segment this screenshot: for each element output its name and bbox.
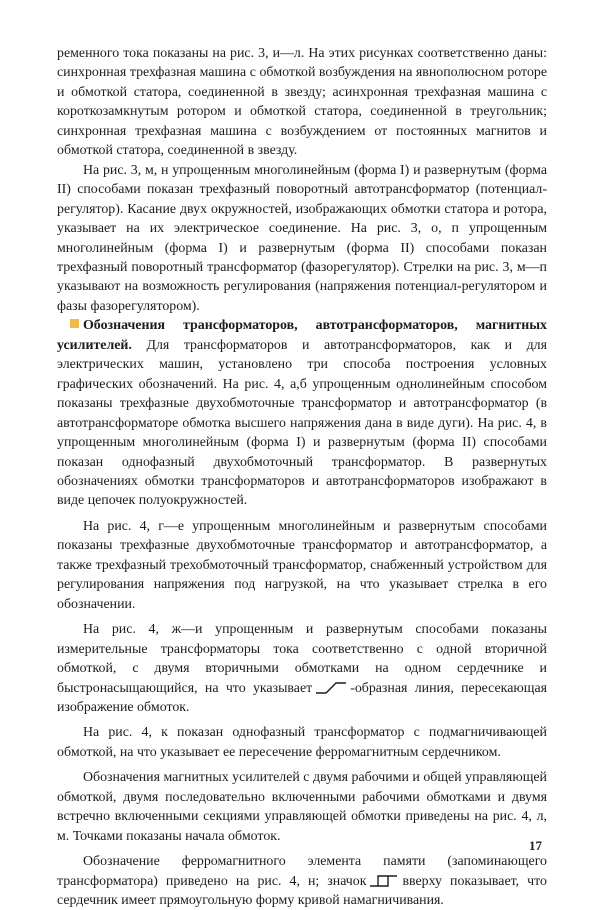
paragraph-current-transformers <box>57 620 547 717</box>
paragraph-bias-winding: На рис. 4, к показан однофазный трансформатор с подмагничивающей обмоткой, на что указывает ее пересечение ферромагнитным сердечником. <box>57 725 547 760</box>
paragraph-magnetic-amplifiers: Обозначения магнитных усилителей с двумя рабочими и общей управляющей обмоткой, двумя последовательно включенными рабочими обмотками и двумя встречно включенными секциями управляющей обмотки приведены на рис. 4, л, м. Точками показаны начала обмоток. <box>57 770 547 844</box>
section-heading: Обозначения трансформаторов, автотрансформаторов, магнитных усилителей. <box>57 318 547 353</box>
paragraph-three-phase: На рис. 4, г—е упрощенным многолинейным и развернутым способами показаны трехфазные двухобмоточные трансформатор и автотрансформатор, а также трехфазный трехобмоточный трансформатор, снабженный устройством для регулирования напряжения под нагрузкой, на что указывает стрелка в его обозначении. <box>57 518 547 612</box>
paragraph-memory-element-a: Обозначение ферромагнитного элемента памяти (запоминающего трансформатора) приведено на рис. 4, н; значок <box>57 854 547 889</box>
page-body <box>57 44 547 910</box>
page-number: 17 <box>529 838 542 853</box>
saturation-curve-icon <box>315 681 347 695</box>
section-marker-icon <box>70 319 79 328</box>
paragraph-potential-regulator: На рис. 3, м, н упрощенным многолинейным (форма I) и развернутым (форма II) способами показан трехфазный поворотный автотрансформатор (потенциал-регулятор). Касание двух окружностей, изображающих обмотки статора и ротора, указывает на их электрическое соединение. На рис. 3, о, п упрощенным многолинейным (форма I) и развернутым (форма II) способами показан трехфазный поворотный трансформатор (фазорегулятор). Стрелки на рис. 3, м—п указывают на возможность регулирования (напряжения потенциал-регулятором и фазы фазорегулятором). <box>57 162 547 314</box>
paragraph-memory-element-b: вверху показывает, что сердечник имеет прямоугольную форму кривой намагничивания. <box>57 873 547 909</box>
paragraph-current-transformers-b: -образная линия, пересекающая изображение обмоток. <box>57 680 547 715</box>
rectangular-loop-icon <box>369 873 399 888</box>
section-transformers <box>57 316 547 511</box>
paragraph-intro: ременного тока показаны на рис. 3, и—л. На этих рисунках соответственно даны: синхронная трехфазная машина с обмоткой возбуждения на явнополюсном роторе и обмоткой статора, соединенной в звезду; асинхронная трехфазная машина с короткозамкнутым ротором и обмоткой статора, соединенной в треугольник; синхронная трехфазная машина с возбуждением от постоянных магнитов и обмоткой статора, соединенной в звезду. <box>57 46 547 159</box>
paragraph-memory-element <box>57 852 547 910</box>
paragraph-current-transformers-a: На рис. 4, ж—и упрощенным и развернутым способами показаны измерительные трансформаторы тока соответственно с одной вторичной обмоткой, с двумя вторичными обмотками на одном сердечнике и быстронасыщающийся, на что указывает <box>57 622 547 696</box>
section-text: Для трансформаторов и автотрансформаторов, как и для электрических машин, установлено три способа построения условных графических обозначений. На рис. 4, а,б упрощенным однолинейным способом показаны трехфазные двухобмоточные трансформатор и автотрансформатор (в автотрансформаторе обмотка высшего напряжения дана в виде дуги). На рис. 4, в упрощенным многолинейным (форма I) и развернутым (форма II) способами показан однофазный двухобмоточный трансформатор. В развернутых обозначениях обмотки трансформаторов и автотрансформаторов изображают в виде цепочек полуокружностей. <box>57 337 547 509</box>
